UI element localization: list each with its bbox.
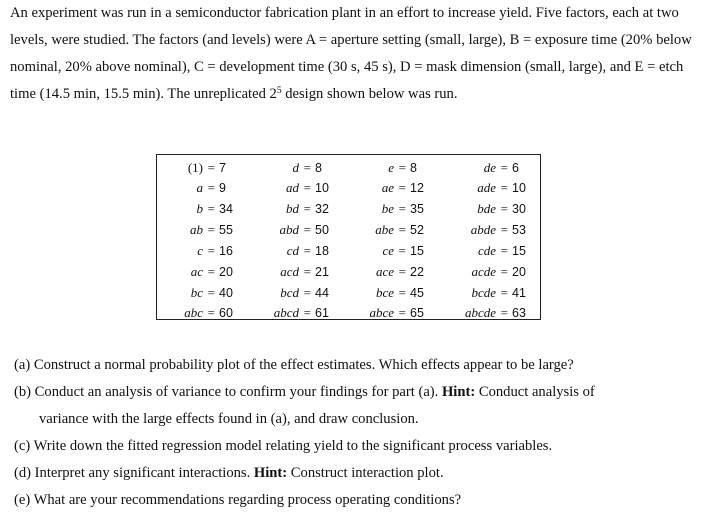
equals-sign: = xyxy=(207,201,215,216)
equals-sign: = xyxy=(207,180,215,195)
treatment-label-text: acd xyxy=(280,264,299,279)
yield-value: 10 xyxy=(315,181,329,195)
equals-sign: = xyxy=(500,243,508,258)
question-e: (e) What are your recommendations regarding process operating conditions? xyxy=(14,492,462,508)
treatment-label xyxy=(143,283,203,303)
question-d-hint-text: Construct interaction plot. xyxy=(287,465,444,481)
yield-value: 53 xyxy=(512,223,526,237)
treatment-label xyxy=(334,303,394,323)
equals-sign: = xyxy=(398,222,406,237)
question-c: (c) Write down the fitted regression model relating yield to the significant process variables. xyxy=(14,438,553,454)
table-row xyxy=(157,283,540,303)
yield-value: 50 xyxy=(315,223,329,237)
treatment-label-text: abce xyxy=(369,305,394,320)
treatment-label-text: ab xyxy=(190,222,203,237)
yield-value: 10 xyxy=(512,181,526,195)
yield-value: 8 xyxy=(315,161,322,175)
table-row xyxy=(157,241,540,261)
treatment-label xyxy=(143,199,203,219)
equals-sign: = xyxy=(398,305,406,320)
treatment-label-text: bd xyxy=(286,201,299,216)
treatment-label-text: ace xyxy=(375,264,394,279)
question-b-hint-label: Hint: xyxy=(441,384,476,400)
design-table xyxy=(156,154,541,320)
treatment-label-text: be xyxy=(381,201,394,216)
treatment-label xyxy=(239,303,299,323)
treatment-label-text: de xyxy=(483,160,496,175)
intro-exponent: 5 xyxy=(276,86,282,96)
treatment-label xyxy=(334,220,394,240)
yield-value: 60 xyxy=(219,306,233,320)
treatment-label xyxy=(334,178,394,198)
table-row xyxy=(157,199,540,219)
treatment-label xyxy=(239,283,299,303)
treatment-label xyxy=(436,303,496,323)
treatment-label-text: c xyxy=(197,243,203,258)
equals-sign: = xyxy=(500,160,508,175)
question-d-hint-label: Hint: xyxy=(253,465,288,481)
yield-value: 18 xyxy=(315,244,329,258)
treatment-label xyxy=(143,303,203,323)
yield-value: 61 xyxy=(315,306,329,320)
treatment-label xyxy=(436,158,496,178)
question-a: (a) Construct a normal probability plot of the effect estimates. Which effects appear to be large? xyxy=(14,357,574,373)
treatment-label xyxy=(436,199,496,219)
table-row xyxy=(157,303,540,323)
treatment-label-text: (1) xyxy=(187,160,203,175)
table-row xyxy=(157,178,540,198)
equals-sign: = xyxy=(303,285,311,300)
yield-value: 20 xyxy=(512,265,526,279)
yield-value: 15 xyxy=(410,244,424,258)
yield-value: 40 xyxy=(219,286,233,300)
yield-value: 32 xyxy=(315,202,329,216)
equals-sign: = xyxy=(303,160,311,175)
yield-value: 20 xyxy=(219,265,233,279)
treatment-label xyxy=(436,220,496,240)
equals-sign: = xyxy=(398,243,406,258)
treatment-label-text: d xyxy=(292,160,299,175)
treatment-label-text: abde xyxy=(470,222,496,237)
treatment-label xyxy=(143,262,203,282)
question-d-text: (d) Interpret any significant interactions. xyxy=(14,465,254,481)
question-d xyxy=(14,460,704,487)
treatment-label-text: abd xyxy=(279,222,299,237)
treatment-label xyxy=(436,241,496,261)
yield-value: 34 xyxy=(219,202,233,216)
treatment-label-text: cd xyxy=(286,243,299,258)
equals-sign: = xyxy=(207,285,215,300)
treatment-label xyxy=(239,158,299,178)
yield-value: 44 xyxy=(315,286,329,300)
treatment-label-text: ae xyxy=(381,180,394,195)
table-row xyxy=(157,220,540,240)
equals-sign: = xyxy=(303,305,311,320)
table-row xyxy=(157,262,540,282)
treatment-label-text: abcde xyxy=(464,305,496,320)
treatment-label xyxy=(334,283,394,303)
equals-sign: = xyxy=(398,285,406,300)
question-b-continuation: variance with the large effects found in (a), and draw conclusion. xyxy=(39,411,419,427)
equals-sign: = xyxy=(398,264,406,279)
yield-value: 63 xyxy=(512,306,526,320)
treatment-label xyxy=(143,220,203,240)
yield-value: 15 xyxy=(512,244,526,258)
equals-sign: = xyxy=(207,243,215,258)
problem-intro xyxy=(10,0,700,108)
treatment-label xyxy=(239,262,299,282)
yield-value: 55 xyxy=(219,223,233,237)
treatment-label-text: abe xyxy=(375,222,394,237)
equals-sign: = xyxy=(207,305,215,320)
treatment-label xyxy=(143,241,203,261)
yield-value: 30 xyxy=(512,202,526,216)
treatment-label xyxy=(334,241,394,261)
intro-text-end: design shown below was run. xyxy=(281,86,458,102)
equals-sign: = xyxy=(303,180,311,195)
equals-sign: = xyxy=(500,305,508,320)
treatment-label xyxy=(239,241,299,261)
equals-sign: = xyxy=(398,160,406,175)
yield-value: 7 xyxy=(219,161,226,175)
treatment-label-text: a xyxy=(196,180,203,195)
treatment-label-text: e xyxy=(388,160,394,175)
equals-sign: = xyxy=(500,222,508,237)
treatment-label xyxy=(334,199,394,219)
treatment-label xyxy=(239,178,299,198)
question-b-hint-text: Conduct analysis of xyxy=(475,384,595,400)
equals-sign: = xyxy=(500,201,508,216)
question-b xyxy=(14,379,704,406)
yield-value: 8 xyxy=(410,161,417,175)
equals-sign: = xyxy=(398,180,406,195)
equals-sign: = xyxy=(303,264,311,279)
treatment-label-text: abcd xyxy=(273,305,299,320)
treatment-label-text: abc xyxy=(184,305,203,320)
yield-value: 12 xyxy=(410,181,424,195)
treatment-label xyxy=(143,178,203,198)
equals-sign: = xyxy=(500,264,508,279)
yield-value: 16 xyxy=(219,244,233,258)
intro-text: An experiment was run in a semiconductor fabrication plant in an effort to increase yield. Five factors, each at two levels, were studied. The factors (and levels) were A = aperture setting (small, large), B = exposure time (20% below nominal, 20% above nominal), C = development time (30 s, 45 s), D = mask dimension (small, large), and E = etch time (14.5 min, 15.5 min). The unreplicated 2 xyxy=(10,5,692,102)
treatment-label-text: acde xyxy=(471,264,496,279)
equals-sign: = xyxy=(303,243,311,258)
treatment-label xyxy=(436,178,496,198)
treatment-label-text: ade xyxy=(477,180,496,195)
treatment-label xyxy=(334,262,394,282)
treatment-label-text: ac xyxy=(190,264,203,279)
treatment-label-text: b xyxy=(196,201,203,216)
equals-sign: = xyxy=(500,285,508,300)
equals-sign: = xyxy=(303,222,311,237)
yield-value: 22 xyxy=(410,265,424,279)
treatment-label-text: bde xyxy=(477,201,496,216)
question-b-text: (b) Conduct an analysis of variance to confirm your findings for part (a). xyxy=(14,384,442,400)
treatment-label-text: ad xyxy=(286,180,299,195)
treatment-label-text: bcd xyxy=(280,285,299,300)
yield-value: 35 xyxy=(410,202,424,216)
equals-sign: = xyxy=(207,264,215,279)
treatment-label-text: bce xyxy=(375,285,394,300)
equals-sign: = xyxy=(207,160,215,175)
treatment-label xyxy=(334,158,394,178)
question-list xyxy=(14,352,704,514)
yield-value: 41 xyxy=(512,286,526,300)
yield-value: 9 xyxy=(219,181,226,195)
treatment-label xyxy=(239,199,299,219)
equals-sign: = xyxy=(207,222,215,237)
yield-value: 65 xyxy=(410,306,424,320)
treatment-label xyxy=(143,158,203,178)
treatment-label-text: bcde xyxy=(471,285,496,300)
yield-value: 21 xyxy=(315,265,329,279)
equals-sign: = xyxy=(500,180,508,195)
yield-value: 6 xyxy=(512,161,519,175)
treatment-label xyxy=(239,220,299,240)
yield-value: 52 xyxy=(410,223,424,237)
treatment-label xyxy=(436,283,496,303)
treatment-label-text: ce xyxy=(382,243,394,258)
treatment-label xyxy=(436,262,496,282)
treatment-label-text: cde xyxy=(477,243,496,258)
yield-value: 45 xyxy=(410,286,424,300)
equals-sign: = xyxy=(398,201,406,216)
treatment-label-text: bc xyxy=(190,285,203,300)
table-row xyxy=(157,158,540,178)
equals-sign: = xyxy=(303,201,311,216)
